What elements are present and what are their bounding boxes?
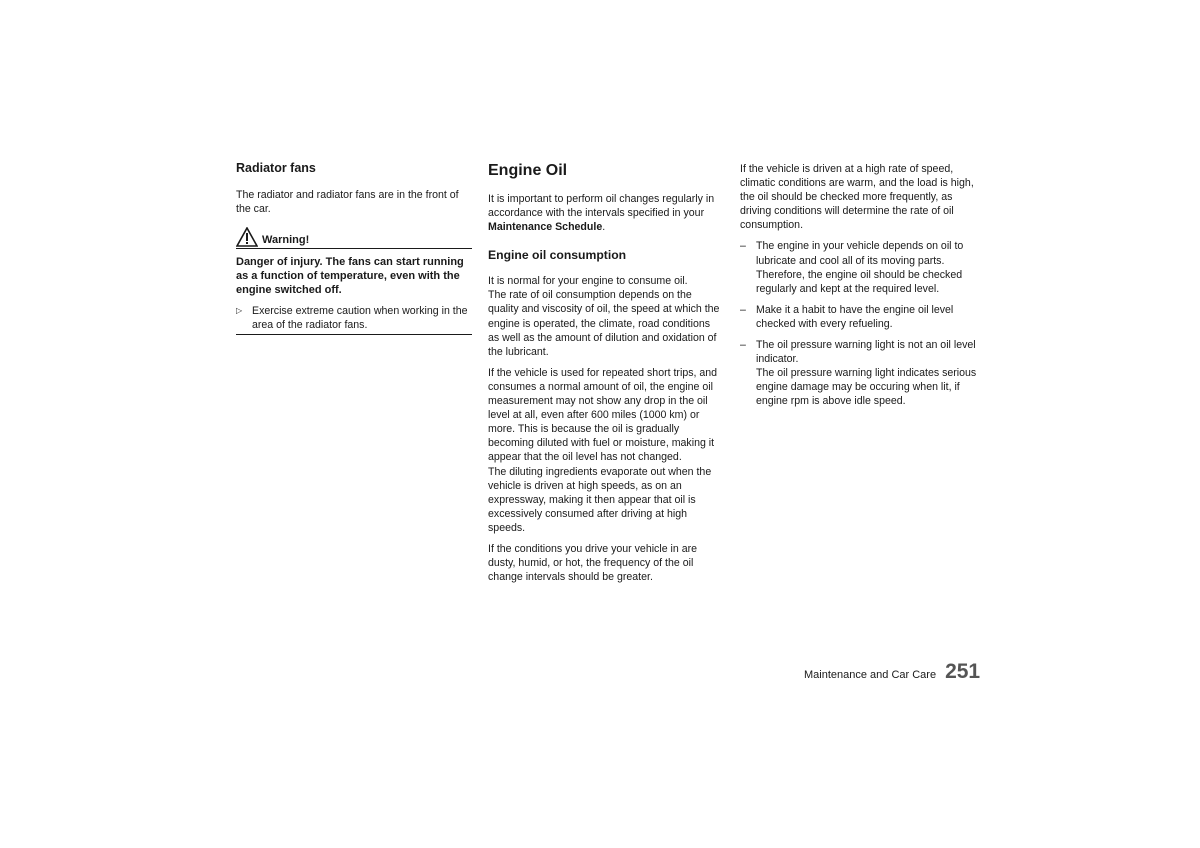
instruction-item [236, 304, 472, 332]
intro-period: . [602, 221, 606, 234]
consumption-rate-text: The rate of oil consumption depends on the quality and viscosity of oil, the speed at which the engine is operated, the climate, road conditions as well as the amount of dilution and oxidation of the lubricant. [488, 289, 720, 358]
page-footer [804, 660, 980, 684]
footer-section-name: Maintenance and Car Care [804, 669, 937, 681]
radiator-intro: The radiator and radiator fans are in the front of the car. [236, 189, 459, 216]
consumption-paragraph-1 [488, 274, 724, 359]
high-speed-paragraph: If the vehicle is driven at a high rate of speed, climatic conditions are warm, and the load is high, the oil should be checked more frequently, as driving conditions will determine the rate of oil consumption. [740, 163, 974, 232]
list-item-body [756, 338, 978, 408]
subsection-title-oil-consumption: Engine oil consumption [488, 248, 627, 263]
consumption-paragraph-3: If the conditions you drive your vehicle in are dusty, humid, or hot, the frequency of the oil change intervals should be greater. [488, 542, 698, 584]
engine-oil-intro [488, 192, 724, 234]
dash-bullet: – [740, 240, 746, 253]
warning-triangle-icon [236, 227, 258, 247]
list-item-text: The oil pressure warning light is not an oil level indicator. [756, 339, 976, 366]
short-trips-text: If the vehicle is used for repeated short trips, and consumes a normal amount of oil, the engine oil measurement may not show any drop in the oil level at all, even after 600 miles (1000 km) or more. This is because the oil is gradually becoming diluted with fuel or moisture, making it appear that the oil level has not changed. [488, 366, 718, 464]
list-item [740, 338, 978, 408]
diluting-text: The diluting ingredients evaporate out when the vehicle is driven at high speeds, as on an expressway, making it then appear that oil is excessively consumed after driving at high speeds. [488, 465, 712, 534]
list-item [740, 239, 978, 295]
list-item-text: The engine in your vehicle depends on oil to lubricate and cool all of its moving parts. Therefore, the engine oil should be checked regularly and kept at the required level. [756, 240, 964, 295]
consumption-paragraph-2 [488, 366, 724, 535]
dash-bullet: – [740, 303, 746, 316]
dash-bullet: – [740, 339, 746, 352]
page-number: 251 [945, 660, 981, 683]
list-item-text: Make it a habit to have the engine oil level checked with every refueling. [756, 303, 954, 330]
maintenance-schedule-ref: Maintenance Schedule [488, 221, 603, 234]
section-title-radiator-fans: Radiator fans [236, 161, 316, 175]
triangle-bullet-icon: ▷ [236, 306, 243, 316]
list-item [740, 303, 978, 331]
column-radiator-fans [236, 160, 472, 335]
column-oil-checks [740, 162, 978, 416]
consumption-normal-text: It is normal for your engine to consume oil. [488, 275, 688, 288]
warning-label: Warning! [262, 234, 310, 247]
warning-header [236, 227, 472, 249]
warning-text: Danger of injury. The fans can start running as a function of temperature, even with the engine switched off. [236, 256, 464, 297]
instruction-text: Exercise extreme caution when working in the area of the radiator fans. [252, 305, 468, 332]
warning-instruction-block [236, 304, 472, 335]
intro-text: It is important to perform oil changes regularly in accordance with the intervals specified in your [488, 193, 715, 220]
list-item-text-continued: The oil pressure warning light indicates serious engine damage may be occuring when lit, if engine rpm is above idle speed. [756, 367, 977, 408]
column-engine-oil [488, 160, 724, 591]
page-title-engine-oil: Engine Oil [488, 162, 568, 179]
